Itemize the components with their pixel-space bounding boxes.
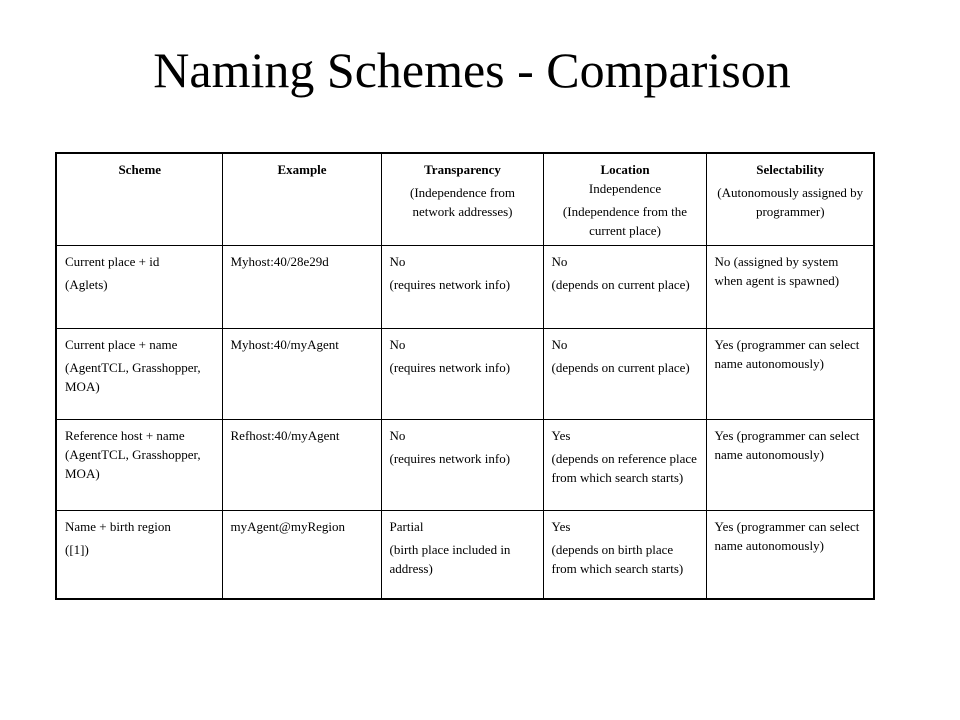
slide-title: Naming Schemes - Comparison <box>153 42 791 98</box>
cell-text: (depends on reference place from which search starts) <box>551 451 697 485</box>
cell-transparency <box>381 329 543 420</box>
cell-scheme <box>56 329 222 420</box>
cell-text: No <box>551 254 568 269</box>
header-sub: (Independence from network addresses) <box>409 185 516 219</box>
header-main: Example <box>277 162 327 177</box>
cell-text: (requires network info) <box>389 360 511 375</box>
cell-text: (Aglets) <box>65 277 108 292</box>
cell-example: Myhost:40/28e29d <box>222 246 381 329</box>
header-example <box>222 153 381 246</box>
cell-text: Name + birth region <box>65 519 171 534</box>
cell-selectability: No (assigned by system when agent is spawned) <box>706 246 874 329</box>
header-main: Selectability <box>756 162 825 177</box>
cell-text: (requires network info) <box>389 451 511 466</box>
cell-text: No <box>389 337 406 352</box>
cell-location <box>543 246 706 329</box>
cell-selectability: Yes (programmer can select name autonomously) <box>706 329 874 420</box>
cell-example: Myhost:40/myAgent <box>222 329 381 420</box>
cell-location <box>543 329 706 420</box>
cell-text: (depends on birth place from which search starts) <box>551 542 684 576</box>
table-row <box>56 329 874 420</box>
cell-text: Yes <box>551 519 571 534</box>
cell-text: No <box>389 254 406 269</box>
cell-transparency <box>381 420 543 511</box>
cell-text: Partial <box>389 519 424 534</box>
cell-text: (AgentTCL, Grasshopper, MOA) <box>65 360 201 394</box>
cell-text: Reference host + name (AgentTCL, Grasshopper, MOA) <box>65 428 201 481</box>
cell-selectability: Yes (programmer can select name autonomously) <box>706 511 874 599</box>
cell-scheme <box>56 246 222 329</box>
cell-text: Yes <box>551 428 571 443</box>
header-sub: (Independence from the current place) <box>562 204 688 238</box>
header-main: Transparency <box>424 162 501 177</box>
cell-transparency <box>381 246 543 329</box>
header-selectability <box>706 153 874 246</box>
comparison-table <box>55 152 875 600</box>
cell-text: ([1]) <box>65 542 89 557</box>
cell-text: Current place + id <box>65 254 160 269</box>
cell-text: No <box>389 428 406 443</box>
cell-scheme <box>56 420 222 511</box>
cell-location <box>543 420 706 511</box>
header-sub: (Autonomously assigned by programmer) <box>717 185 864 219</box>
cell-text: Current place + name <box>65 337 178 352</box>
cell-text: (requires network info) <box>389 277 511 292</box>
table-row <box>56 511 874 599</box>
cell-location <box>543 511 706 599</box>
table-row <box>56 420 874 511</box>
cell-scheme <box>56 511 222 599</box>
header-scheme <box>56 153 222 246</box>
header-location <box>543 153 706 246</box>
header-sub: Independence <box>588 181 662 196</box>
header-row <box>56 153 874 246</box>
cell-selectability: Yes (programmer can select name autonomously) <box>706 420 874 511</box>
cell-text: (birth place included in address) <box>389 542 511 576</box>
header-transparency <box>381 153 543 246</box>
cell-text: No <box>551 337 568 352</box>
cell-text: (depends on current place) <box>551 277 690 292</box>
cell-transparency <box>381 511 543 599</box>
header-main: Scheme <box>118 162 162 177</box>
cell-example: Refhost:40/myAgent <box>222 420 381 511</box>
cell-example: myAgent@myRegion <box>222 511 381 599</box>
cell-text: (depends on current place) <box>551 360 690 375</box>
header-main: Location <box>600 162 650 177</box>
table-row <box>56 246 874 329</box>
